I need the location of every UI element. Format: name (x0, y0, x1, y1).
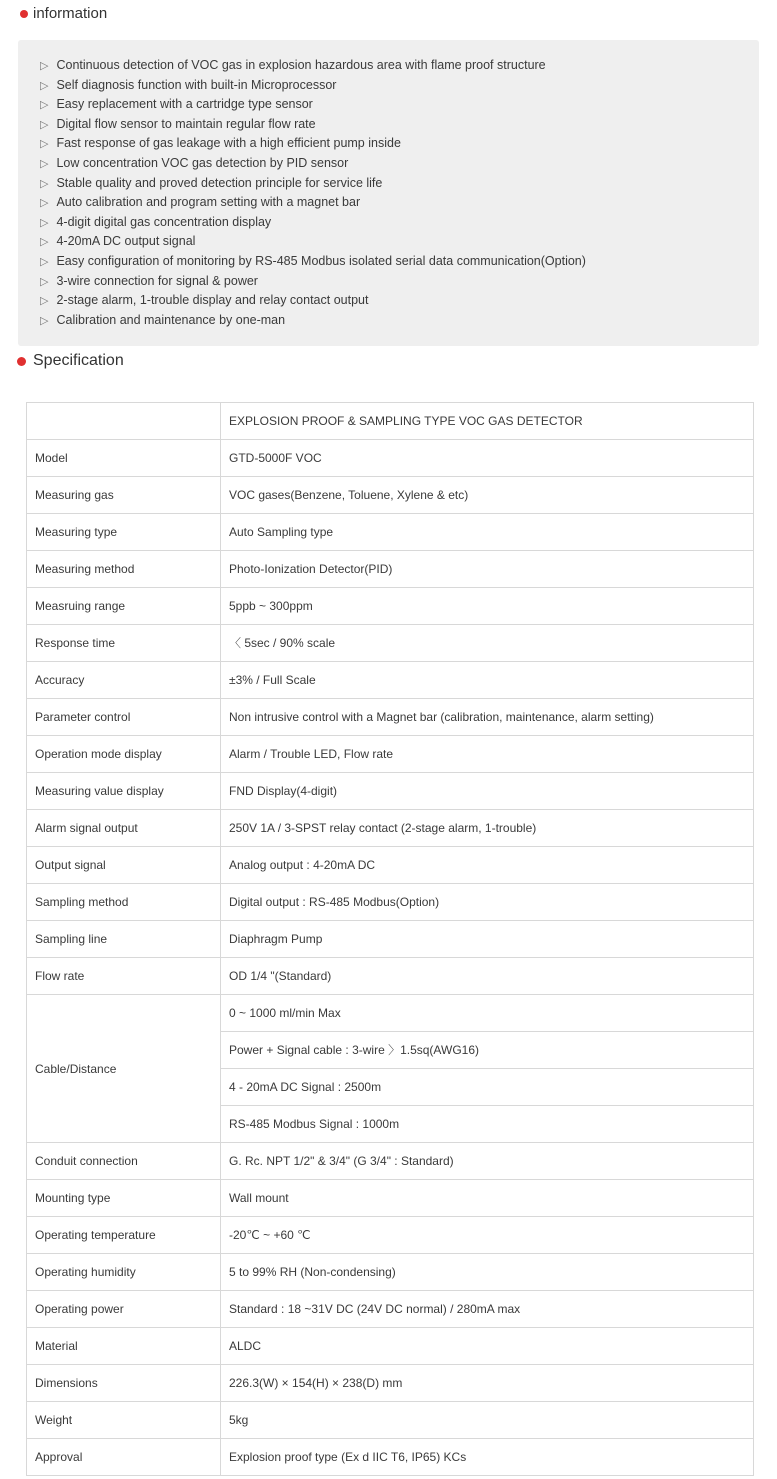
table-row (27, 1402, 754, 1439)
arrow-right-icon: ▷ (40, 216, 49, 229)
information-item-label: Easy configuration of monitoring by RS-485 Modbus isolated serial data communication(Option) (56, 253, 586, 268)
table-cell-label: Operating power (27, 1291, 221, 1328)
table-cell-value: Auto Sampling type (221, 514, 754, 551)
table-cell-value: 4 - 20mA DC Signal : 2500m (221, 1069, 754, 1106)
information-list-item (40, 311, 749, 331)
table-row (27, 1365, 754, 1402)
table-row (27, 1328, 754, 1365)
table-cell-value: Standard : 18 ~31V DC (24V DC normal) / 280mA max (221, 1291, 754, 1328)
information-list-item (40, 134, 749, 154)
table-row (27, 699, 754, 736)
table-row (27, 1254, 754, 1291)
table-cell-value: Wall mount (221, 1180, 754, 1217)
information-list-item (40, 252, 749, 272)
table-row (27, 847, 754, 884)
table-cell-value: GTD-5000F VOC (221, 440, 754, 477)
arrow-right-icon: ▷ (40, 177, 49, 190)
table-cell-value: EXPLOSION PROOF & SAMPLING TYPE VOC GAS DETECTOR (221, 403, 754, 440)
information-list-item (40, 76, 749, 96)
information-box (18, 40, 759, 346)
table-row (27, 1180, 754, 1217)
table-cell-label: Measuring type (27, 514, 221, 551)
table-cell-value: 〈 5sec / 90% scale (221, 625, 754, 662)
information-list-item (40, 115, 749, 135)
information-item-label: 4-digit digital gas concentration display (56, 214, 272, 229)
information-list-item (40, 154, 749, 174)
table-row (27, 921, 754, 958)
table-cell-value: ±3% / Full Scale (221, 662, 754, 699)
table-cell-value: Analog output : 4-20mA DC (221, 847, 754, 884)
table-row (27, 773, 754, 810)
table-cell-value: Digital output : RS-485 Modbus(Option) (221, 884, 754, 921)
table-cell-label: Parameter control (27, 699, 221, 736)
table-cell-label: Sampling line (27, 921, 221, 958)
information-list-item (40, 213, 749, 233)
table-row (27, 440, 754, 477)
table-cell-label: Weight (27, 1402, 221, 1439)
table-cell-label: Sampling method (27, 884, 221, 921)
table-cell-value: Alarm / Trouble LED, Flow rate (221, 736, 754, 773)
table-cell-value: VOC gases(Benzene, Toluene, Xylene & etc) (221, 477, 754, 514)
table-cell-label: Operating humidity (27, 1254, 221, 1291)
table-cell-label: Measruing range (27, 588, 221, 625)
table-row (27, 1291, 754, 1328)
table-row (27, 884, 754, 921)
table-cell-value: FND Display(4-digit) (221, 773, 754, 810)
information-list-item (40, 291, 749, 311)
arrow-right-icon: ▷ (40, 60, 49, 72)
specification-heading (17, 352, 124, 370)
arrow-right-icon: ▷ (40, 99, 49, 112)
table-cell-value: Explosion proof type (Ex d IIC T6, IP65) KCs (221, 1439, 754, 1476)
arrow-right-icon: ▷ (40, 255, 49, 268)
table-cell-label: Measuring method (27, 551, 221, 588)
information-list-item (40, 232, 749, 252)
table-row (27, 403, 754, 440)
table-cell-value: 5 to 99% RH (Non-condensing) (221, 1254, 754, 1291)
specification-table-wrapper (26, 402, 753, 1476)
table-cell-value: OD 1/4 "(Standard) (221, 958, 754, 995)
arrow-right-icon: ▷ (40, 157, 49, 170)
specification-heading-label: Specification (33, 352, 124, 369)
table-cell-label: Conduit connection (27, 1143, 221, 1180)
table-row (27, 958, 754, 995)
information-item-label: Low concentration VOC gas detection by PID sensor (56, 155, 349, 170)
table-row (27, 662, 754, 699)
information-list-item (40, 95, 749, 115)
information-list-item (40, 272, 749, 292)
table-cell-value: G. Rc. NPT 1/2" & 3/4" (G 3/4" : Standard) (221, 1143, 754, 1180)
arrow-right-icon: ▷ (40, 197, 49, 210)
information-list-item (40, 174, 749, 194)
table-cell-value: Diaphragm Pump (221, 921, 754, 958)
table-cell-value: Power + Signal cable : 3-wire 〉1.5sq(AWG16) (221, 1032, 754, 1069)
table-cell-label: Measuring gas (27, 477, 221, 514)
table-cell-value: 5kg (221, 1402, 754, 1439)
table-cell-label: Cable/Distance (27, 995, 221, 1143)
information-item-label: Self diagnosis function with built-in Microprocessor (56, 77, 337, 92)
information-item-label: Auto calibration and program setting with a magnet bar (56, 195, 361, 210)
table-cell-value: ALDC (221, 1328, 754, 1365)
arrow-right-icon: ▷ (40, 79, 49, 92)
information-item-label: Stable quality and proved detection principle for service life (56, 175, 383, 190)
arrow-right-icon: ▷ (40, 236, 49, 249)
information-list-item (40, 56, 749, 76)
table-cell-value: 0 ~ 1000 ml/min Max (221, 995, 754, 1032)
information-item-label: Digital flow sensor to maintain regular flow rate (56, 116, 316, 131)
table-cell-label: Measuring value display (27, 773, 221, 810)
table-row (27, 477, 754, 514)
table-row (27, 736, 754, 773)
table-row (27, 588, 754, 625)
arrow-right-icon: ▷ (40, 118, 49, 131)
table-cell-label: Operating temperature (27, 1217, 221, 1254)
table-row (27, 514, 754, 551)
table-cell-label: Mounting type (27, 1180, 221, 1217)
bullet-icon (17, 357, 26, 366)
table-cell-value: RS-485 Modbus Signal : 1000m (221, 1106, 754, 1143)
arrow-right-icon: ▷ (40, 138, 49, 151)
table-row (27, 1439, 754, 1476)
information-item-label: 4-20mA DC output signal (56, 234, 196, 249)
information-item-label: Fast response of gas leakage with a high efficient pump inside (56, 136, 401, 151)
table-cell-label: Output signal (27, 847, 221, 884)
information-list-item (40, 193, 749, 213)
table-cell-value: 5ppb ~ 300ppm (221, 588, 754, 625)
information-list (18, 56, 759, 330)
table-cell-label: Operation mode display (27, 736, 221, 773)
table-cell-value: -20℃ ~ +60 ℃ (221, 1217, 754, 1254)
information-item-label: 3-wire connection for signal & power (56, 273, 258, 288)
information-item-label: Easy replacement with a cartridge type sensor (56, 97, 313, 112)
table-cell-label: Accuracy (27, 662, 221, 699)
arrow-right-icon: ▷ (40, 295, 49, 308)
table-cell-value: 226.3(W) × 154(H) × 238(D) mm (221, 1365, 754, 1402)
table-row (27, 551, 754, 588)
information-item-label: Calibration and maintenance by one-man (56, 312, 286, 327)
information-item-label: Continuous detection of VOC gas in explosion hazardous area with flame proof structure (56, 58, 546, 72)
table-cell-label: Alarm signal output (27, 810, 221, 847)
table-row (27, 1217, 754, 1254)
table-row (27, 1143, 754, 1180)
table-cell-value: Non intrusive control with a Magnet bar (calibration, maintenance, alarm setting) (221, 699, 754, 736)
arrow-right-icon: ▷ (40, 275, 49, 288)
specification-table (26, 402, 754, 1476)
table-row (27, 810, 754, 847)
information-item-label: 2-stage alarm, 1-trouble display and relay contact output (56, 293, 369, 308)
bullet-icon (20, 10, 28, 18)
table-cell-value: Photo-Ionization Detector(PID) (221, 551, 754, 588)
table-cell-label: Model (27, 440, 221, 477)
information-heading-label: information (33, 5, 108, 22)
table-cell-label: Response time (27, 625, 221, 662)
table-cell-label: Approval (27, 1439, 221, 1476)
table-row (27, 995, 754, 1032)
table-cell-value: 250V 1A / 3-SPST relay contact (2-stage alarm, 1-trouble) (221, 810, 754, 847)
information-heading (20, 5, 107, 22)
table-cell-label: Dimensions (27, 1365, 221, 1402)
arrow-right-icon: ▷ (40, 314, 49, 327)
table-cell-label (27, 403, 221, 440)
table-cell-label: Material (27, 1328, 221, 1365)
table-row (27, 625, 754, 662)
table-cell-label: Flow rate (27, 958, 221, 995)
